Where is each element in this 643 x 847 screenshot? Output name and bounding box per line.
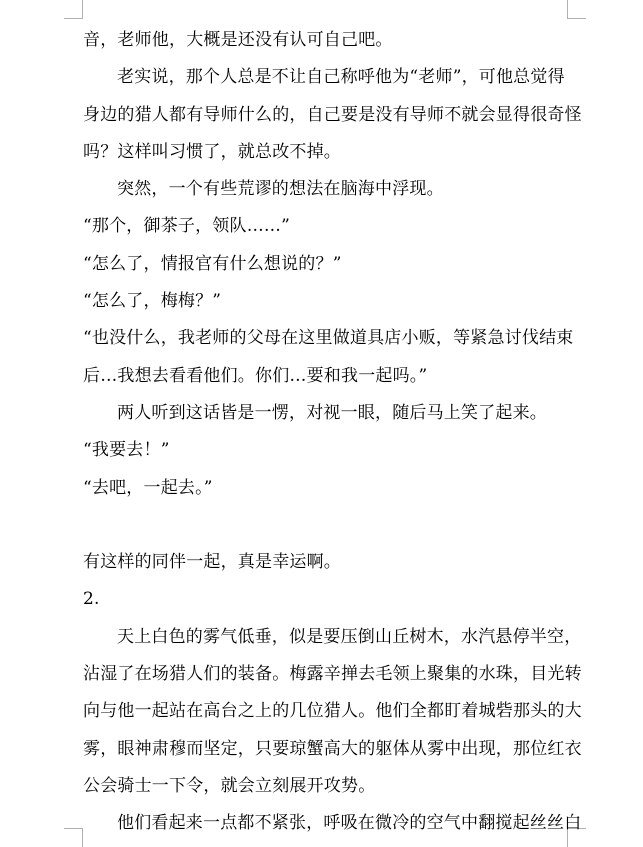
section-number: 2. (83, 589, 100, 610)
text-line: 雾，眼神肃穆而坚定，只要琼蟹高大的躯体从雾中出现，那位红衣 (83, 738, 582, 759)
page-corner-mark-bottom-left (64, 828, 83, 847)
text-line: 突然，一个有些荒谬的想法在脑海中浮现。 (117, 179, 444, 200)
text-line: 天上白色的雾气低垂，似是要压倒山丘树木，水汽悬停半空， (117, 626, 582, 647)
text-line: 有这样的同伴一起，真是幸运啊。 (83, 552, 341, 573)
dialogue-line: “怎么了，情报官有什么想说的？” (83, 253, 342, 274)
page-corner-mark-top-left (64, 0, 83, 19)
dialogue-line: “去吧，一起去。” (83, 477, 213, 498)
dialogue-line: “怎么了，梅梅？” (83, 291, 222, 312)
text-line: 沾湿了在场猎人们的装备。梅露辛掸去毛领上聚集的水珠，目光转 (83, 664, 582, 685)
text-line: 吗？这样叫习惯了，就总改不掉。 (83, 141, 341, 162)
text-line: 音，老师他，大概是还没有认可自己吧。 (83, 30, 393, 50)
page-corner-mark-top-right (567, 0, 586, 19)
dialogue-line: “也没什么，我老师的父母在这里做道具店小贩，等紧急讨伐结束 (83, 328, 574, 349)
paragraph-gap (83, 507, 561, 544)
text-line: 两人听到这话皆是一愣，对视一眼，随后马上笑了起来。 (117, 402, 547, 423)
text-line: 他们看起来一点都不紧张，呼吸在微冷的空气中翻搅起丝丝白 (117, 813, 582, 834)
document-body (83, 22, 582, 843)
text-line: 公会骑士一下令，就会立刻展开攻势。 (83, 775, 376, 796)
text-line: 身边的猎人都有导师什么的，自己要是没有导师不就会显得很奇怪 (83, 104, 582, 125)
text-line: 向与他一起站在高台之上的几位猎人。他们全都盯着城砦那头的大 (83, 701, 582, 722)
text-line: 后…我想去看看他们。你们…要和我一起吗。” (83, 365, 428, 386)
dialogue-line: “我要去！” (83, 440, 170, 461)
text-line: 老实说，那个人总是不让自己称呼他为“老师”，可他总觉得 (117, 67, 565, 88)
dialogue-line: “那个，御茶子，领队……” (83, 216, 290, 237)
